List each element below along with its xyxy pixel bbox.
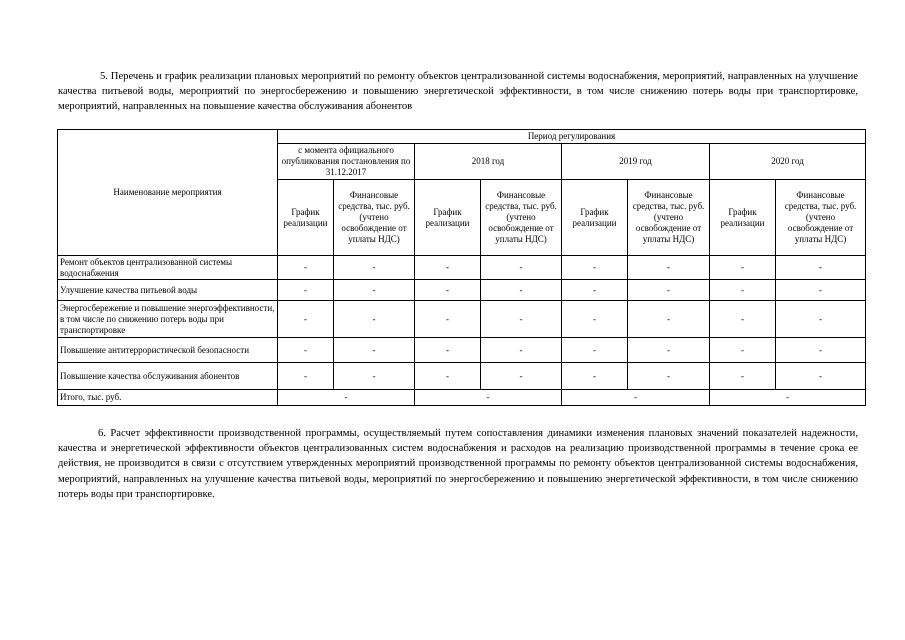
measures-table bbox=[57, 129, 866, 406]
cell-value: - bbox=[481, 280, 562, 301]
cell-value: - bbox=[628, 338, 710, 363]
total-value: - bbox=[415, 390, 562, 406]
section-6-paragraph: 6. Расчет эффективности производственной программы, осуществляемый путем сопоставления динамики изменения плановых значений показателей надежности, качества и энергетической эффективности объектов централизованных систем водоснабжения и расходов на реализацию производственной программы в течение срока ее действия, не производится в связи с отсутствием утвержденных мероприятий производственной программы по ремонту объектов централизованной системы водоснабжения, мероприятий, направленных на улучшение качества питьевой воды, мероприятий по энергосбережению и повышению энергетической эффективности, в том числе снижению потерь воды при транспортировке. bbox=[58, 428, 858, 500]
cell-value: - bbox=[562, 256, 628, 280]
period-header: Период регулирования bbox=[278, 130, 866, 144]
cell-value: - bbox=[334, 338, 415, 363]
cell-value: - bbox=[562, 338, 628, 363]
cell-value: - bbox=[710, 301, 776, 338]
cell-value: - bbox=[776, 280, 866, 301]
cell-value: - bbox=[415, 301, 481, 338]
total-value: - bbox=[562, 390, 710, 406]
row-name: Повышение антитеррористической безопасности bbox=[58, 338, 278, 363]
schedule-header: График реализации bbox=[710, 180, 776, 256]
row-name: Ремонт объектов централизованной системы водоснабжения bbox=[58, 256, 278, 280]
table-row bbox=[58, 280, 866, 301]
cell-value: - bbox=[334, 301, 415, 338]
schedule-header: График реализации bbox=[562, 180, 628, 256]
cell-value: - bbox=[710, 256, 776, 280]
cell-value: - bbox=[415, 280, 481, 301]
cell-value: - bbox=[481, 338, 562, 363]
cell-value: - bbox=[710, 363, 776, 390]
cell-value: - bbox=[628, 301, 710, 338]
period-header-2019: 2019 год bbox=[562, 144, 710, 180]
cell-value: - bbox=[776, 301, 866, 338]
cell-value: - bbox=[628, 256, 710, 280]
cell-value: - bbox=[334, 280, 415, 301]
total-value: - bbox=[278, 390, 415, 406]
row-name: Энергосбережение и повышение энергоэффективности, в том числе по снижению потерь воды при транспортировке bbox=[58, 301, 278, 338]
table-row bbox=[58, 256, 866, 280]
cell-value: - bbox=[415, 363, 481, 390]
cell-value: - bbox=[562, 301, 628, 338]
period-header-2017: с момента официального опубликования постановления по 31.12.2017 bbox=[278, 144, 415, 180]
cell-value: - bbox=[710, 280, 776, 301]
cell-value: - bbox=[334, 256, 415, 280]
period-header-2020: 2020 год bbox=[710, 144, 866, 180]
cell-value: - bbox=[334, 363, 415, 390]
finance-header: Финансовые средства, тыс. руб. (учтено освобождение от уплаты НДС) bbox=[334, 180, 415, 256]
cell-value: - bbox=[278, 301, 334, 338]
cell-value: - bbox=[481, 363, 562, 390]
cell-value: - bbox=[278, 280, 334, 301]
cell-value: - bbox=[278, 256, 334, 280]
cell-value: - bbox=[415, 338, 481, 363]
cell-value: - bbox=[628, 363, 710, 390]
finance-header: Финансовые средства, тыс. руб. (учтено освобождение от уплаты НДС) bbox=[776, 180, 866, 256]
cell-value: - bbox=[562, 363, 628, 390]
period-header-2018: 2018 год bbox=[415, 144, 562, 180]
schedule-header: График реализации bbox=[278, 180, 334, 256]
cell-value: - bbox=[628, 280, 710, 301]
cell-value: - bbox=[562, 280, 628, 301]
cell-value: - bbox=[776, 338, 866, 363]
total-value: - bbox=[710, 390, 866, 406]
table-row bbox=[58, 338, 866, 363]
cell-value: - bbox=[776, 363, 866, 390]
cell-value: - bbox=[776, 256, 866, 280]
total-label: Итого, тыс. руб. bbox=[58, 390, 278, 406]
finance-header: Финансовые средства, тыс. руб. (учтено освобождение от уплаты НДС) bbox=[628, 180, 710, 256]
cell-value: - bbox=[278, 338, 334, 363]
cell-value: - bbox=[415, 256, 481, 280]
section-5-heading: 5. Перечень и график реализации плановых мероприятий по ремонту объектов централизованной системы водоснабжения, мероприятий, направленных на улучшение качества питьевой воды, мероприятий по энергосбережению и повышению энергетической эффективности, в том числе снижению потерь воды при транспортировке, мероприятий, направленных на повышение качества обслуживания абонентов bbox=[58, 71, 858, 112]
cell-value: - bbox=[481, 301, 562, 338]
row-name: Улучшение качества питьевой воды bbox=[58, 280, 278, 301]
total-row bbox=[58, 390, 866, 406]
row-name: Повышение качества обслуживания абонентов bbox=[58, 363, 278, 390]
schedule-header: График реализации bbox=[415, 180, 481, 256]
table-row bbox=[58, 363, 866, 390]
cell-value: - bbox=[278, 363, 334, 390]
finance-header: Финансовые средства, тыс. руб. (учтено освобождение от уплаты НДС) bbox=[481, 180, 562, 256]
table-row bbox=[58, 301, 866, 338]
cell-value: - bbox=[481, 256, 562, 280]
name-header: Наименование мероприятия bbox=[58, 130, 278, 256]
cell-value: - bbox=[710, 338, 776, 363]
